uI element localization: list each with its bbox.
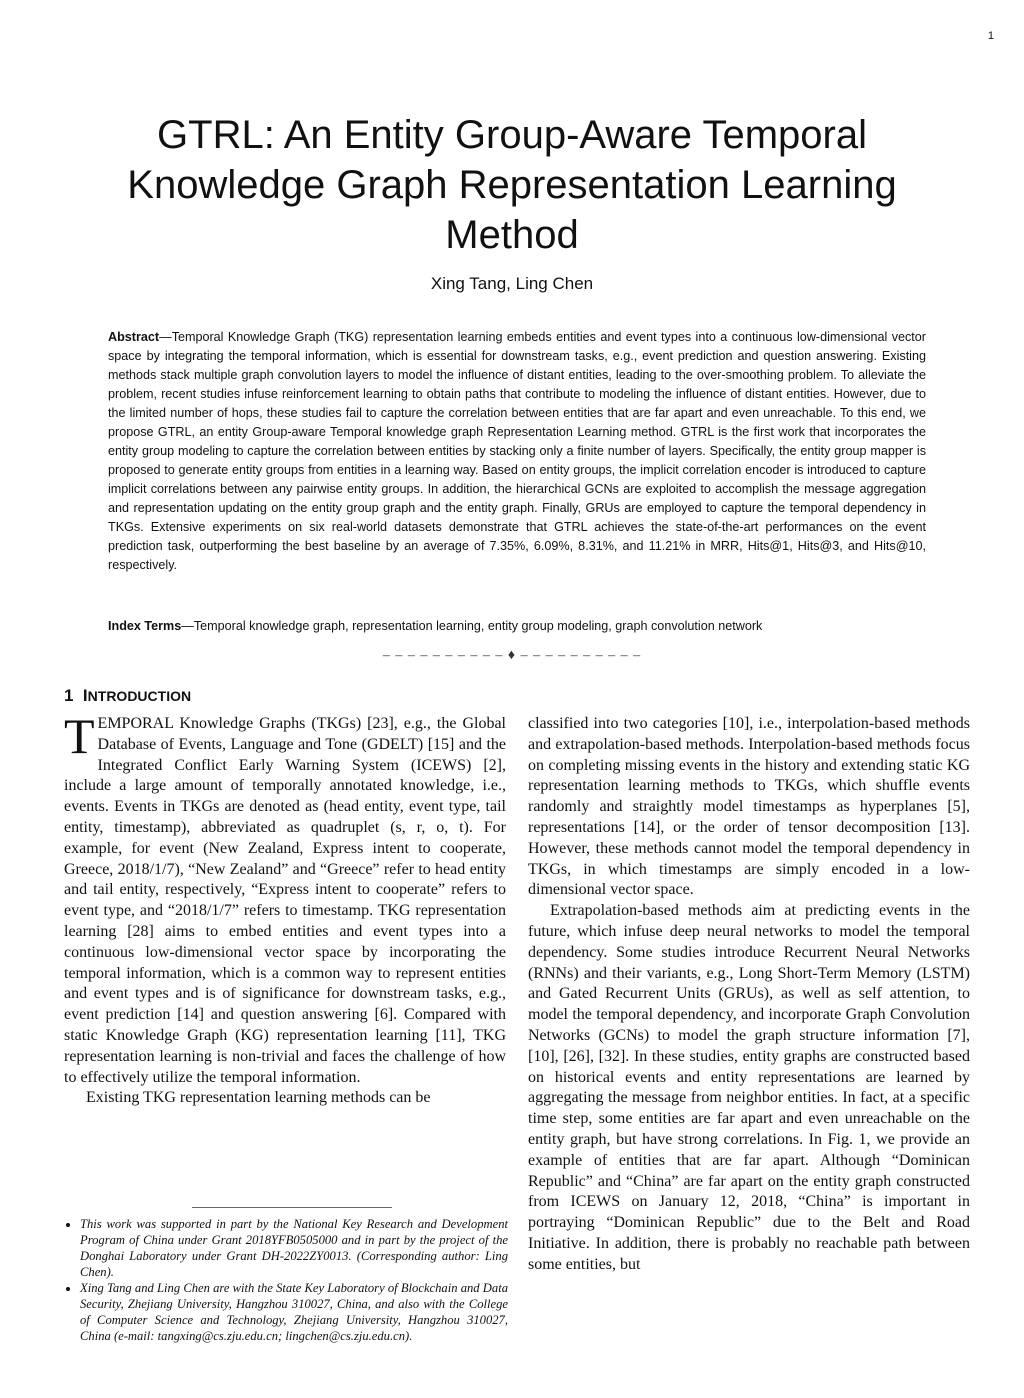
- abstract-text: —Temporal Knowledge Graph (TKG) representation learning embeds entities and event types into a continuous low-dimensional vector space by integrating the temporal information, which is essential for downstream tasks, e.g., event prediction and question answering. Existing methods stack multiple graph convolution layers to model the influence of distant entities, leading to the over-smoothing problem. To alleviate the problem, recent studies infuse reinforcement learning to obtain paths that contribute to modeling the influence of distant entities. However, due to the limited number of hops, these studies fail to capture the correlation between entities that are far apart and even unreachable. To this end, we propose GTRL, an entity Group-aware Temporal knowledge graph Representation Learning method. GTRL is the first work that incorporates the entity group modeling to capture the correlation between entities by stacking only a finite number of layers. Specifically, the entity group mapper is proposed to generate entity groups from entities in a learning way. Based on entity groups, the implicit correlation encoder is introduced to capture implicit correlations between any pairwise entity groups. In addition, the hierarchical GCNs are exploited to accomplish the message aggregation and representation updating on the entity group graph and the entity graph. Finally, GRUs are employed to capture the temporal dependency in TKGs. Extensive experiments on six real-world datasets demonstrate that GTRL achieves the state-of-the-art performances on the event prediction task, outperforming the best baseline by an average of 7.35%, 6.09%, 8.31%, and 11.21% in MRR, Hits@1, Hits@3, and Hits@10, respectively.: [108, 330, 926, 572]
- index-terms-text: —Temporal knowledge graph, representation learning, entity group modeling, graph convolution network: [181, 619, 763, 633]
- left-column: [64, 708, 506, 1109]
- drop-cap: T: [64, 708, 95, 764]
- right-column: [528, 714, 970, 1276]
- paragraph: classified into two categories [10], i.e., interpolation-based methods and extrapolation-based methods. Interpolation-based methods focus on completing missing events in the history and extending static KG representation learning methods to TKGs, which shuffle events randomly and straightly model timestamps as hyperplanes [5], representations [14], or the order of tensor decomposition [13]. However, these methods cannot model the temporal dependency in TKGs, in which timestamps are simply encoded in a low-dimensional vector space.: [528, 715, 970, 899]
- index-terms-label: Index Terms: [108, 619, 182, 633]
- page-number: 1: [987, 30, 994, 42]
- index-terms: [108, 617, 926, 636]
- footnote: • This work was supported in part by the National Key Research and Development Program of China under Grant 2018YFB0505000 and in part by the project of the Donghai Laboratory under Grant DH-2022ZY0013. (Corresponding author: Ling Chen).: [80, 1216, 508, 1280]
- paragraph: Extrapolation-based methods aim at predicting events in the future, which infuse deep neural networks to model the temporal dependency. Some studies introduce Recurrent Neural Networks (RNNs) and their variants, e.g., Long Short-Term Memory (LSTM) and Gated Recurrent Units (GRUs), as well as self attention, to model the temporal dependency, and incorporate Graph Convolution Networks (GCNs) to model the graph structure information [7], [10], [26], [32]. In these studies, entity graphs are constructed based on historical events and entity representations are learned by aggregating the message from neighbor entities. In fact, at a specific time step, some entities are far apart and even unreachable on the entity graph, but have strong correlations. In Fig. 1, we provide an example of entities that are far apart. Although “Dominican Republic” and “China” are far apart on the entity graph constructed from ICEWS on January 12, 2018, “China” is important in portraying “Dominican Republic” due to the Belt and Road Initiative. In addition, there is probably no reachable path between some entities, but: [528, 902, 970, 1273]
- footnote-rule: [192, 1207, 392, 1208]
- paragraph: [64, 708, 506, 1088]
- paragraph: Existing TKG representation learning methods can be: [86, 1089, 431, 1107]
- section-title-first: I: [82, 686, 88, 705]
- section-heading: [64, 686, 191, 706]
- section-title-rest: NTRODUCTION: [87, 688, 192, 704]
- paper-title: GTRL: An Entity Group-Aware Temporal Knowledge Graph Representation Learning Method: [127, 113, 897, 257]
- footnote: • Xing Tang and Ling Chen are with the State Key Laboratory of Blockchain and Data Security, Zhejiang University, Hangzhou 310027, China, and also with the College of Computer Science and Technology, Zhejiang University, Hangzhou 310027, China (e-mail: tangxing@cs.zju.edu.cn; lingchen@cs.zju.edu.cn).: [80, 1280, 508, 1344]
- authors: Xing Tang, Ling Chen: [430, 274, 594, 293]
- abstract-label: Abstract: [108, 330, 160, 344]
- footnotes: [64, 1216, 508, 1344]
- section-divider: – – – – – – – – – – ♦ – – – – – – – – – –: [382, 648, 642, 663]
- paragraph-text: EMPORAL Knowledge Graphs (TKGs) [23], e.g., the Global Database of Events, Language and Tone (GDELT) [15] and the Integrated Conflict Early Warning System (ICEWS) [2], include a large amount of temporally annotated knowledge, i.e., events. Events in TKGs are denoted as (head entity, event type, tail entity, timestamp), abbreviated as quadruplet (s, r, o, t). For example, for event (New Zealand, Express intent to cooperate, Greece, 2018/1/7), “New Zealand” and “Greece” refer to head entity and tail entity, respectively, “Express intent to cooperate” refers to event type, and “2018/1/7” refers to timestamp. TKG representation learning [28] aims to embed entities and event types into a continuous low-dimensional vector space by incorporating the temporal information, which is a common way to represent entities and event types and is of significance for downstream tasks, e.g., event prediction [14] and question answering [6]. Compared with static Knowledge Graph (KG) representation learning [11], TKG representation learning is non-trivial and faces the challenge of how to effectively utilize the temporal information.: [64, 715, 506, 1086]
- abstract: [108, 328, 926, 575]
- section-number: 1: [64, 686, 74, 705]
